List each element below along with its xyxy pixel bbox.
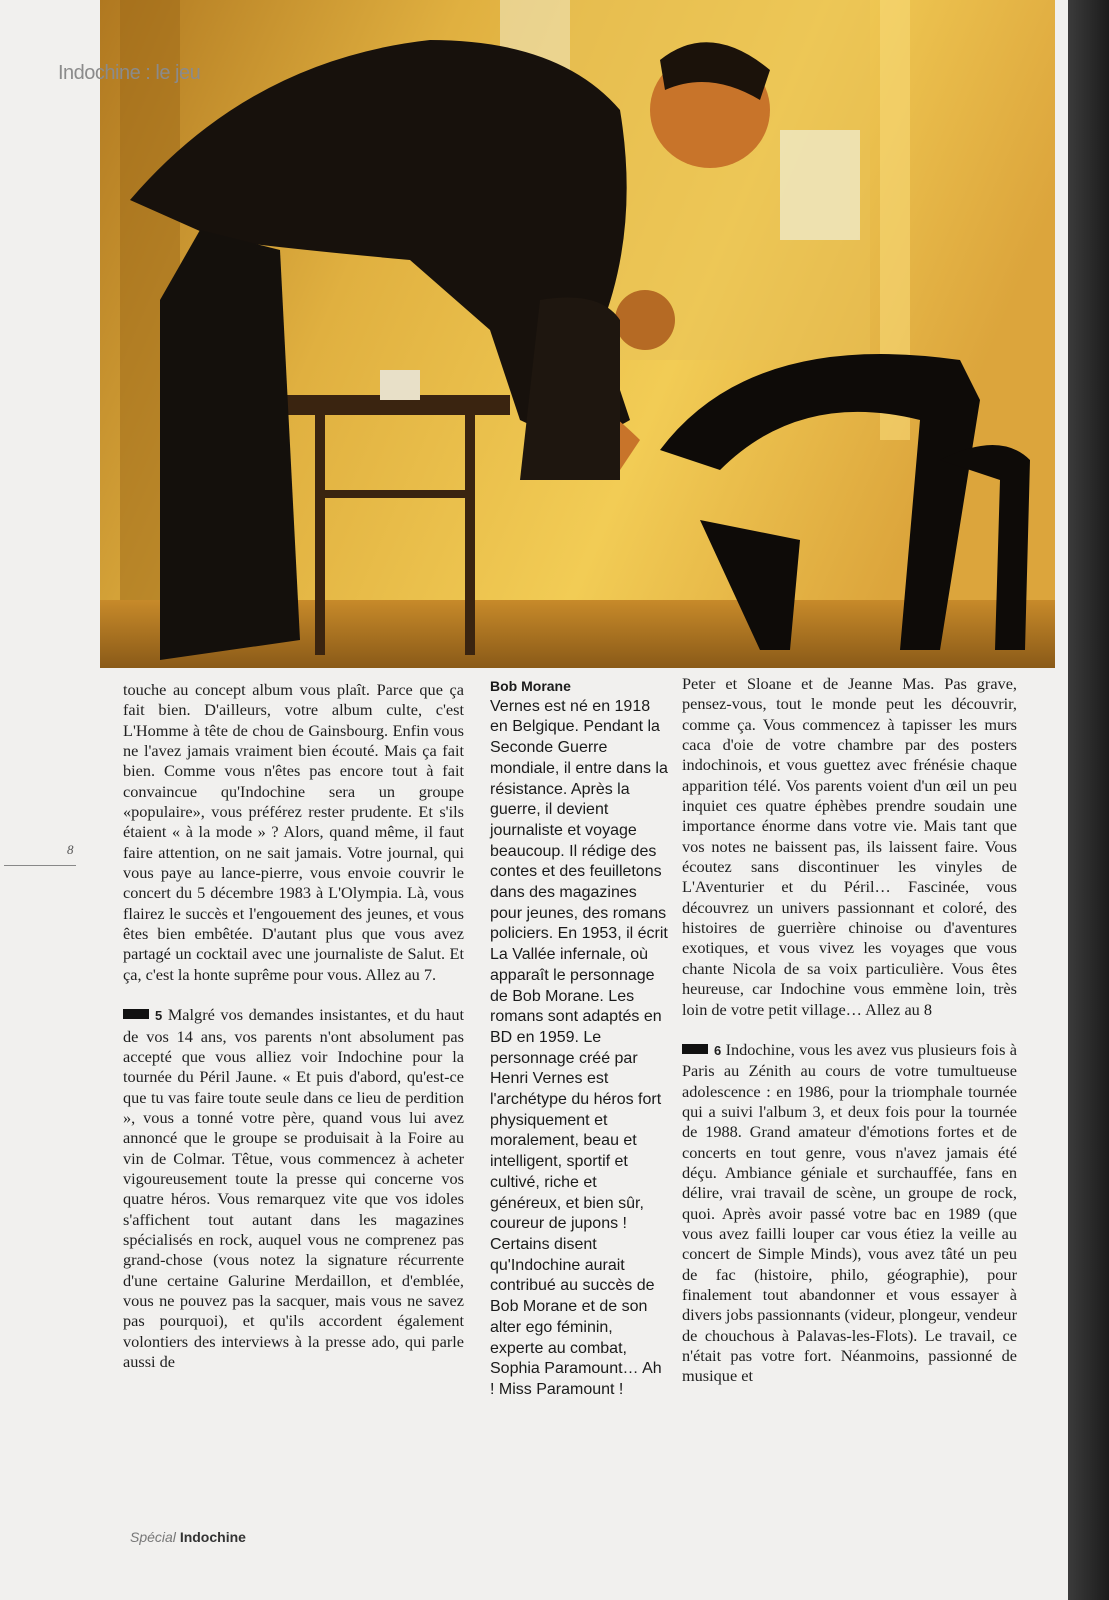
page-number: 8 xyxy=(67,842,74,857)
sidebar-bob-morane xyxy=(490,676,668,1401)
paragraph: Peter et Sloane et de Jeanne Mas. Pas grave, pensez-vous, tout le monde peut les découvrir, comme ça. Vous commencez à tapisser les murs caca d'oie de votre chambre par des posters indochinois, et vous guettez avec frénésie chaque apparition télé. Vos parents voient d'un œil un peu inquiet ces quatre éphèbes prendre soudain une importance énorme dans votre vie. Mais tant que vos notes ne baissent pas, ils laissent faire. Vous écoutez sans discontinuer les vinyles de L'Aventurier et du Péril… Fascinée, vous découvrez un univers passionnant et coloré, des histoires de guerrière chinoise ou d'aventures exotiques, et vous vivez les voyages que vous chante Nicola de sa voix particulière. Vous êtes heureuse, car Indochine vous emmène loin, très loin de votre petit village… Allez au 8 xyxy=(682,674,1017,1019)
sidebar-title: Bob Morane xyxy=(490,678,571,694)
section-number: 6 xyxy=(714,1042,722,1058)
paragraph: touche au concept album vous plaît. Parce que ça fait bien. D'ailleurs, votre album culte, c'est L'Homme à tête de chou de Gainsbourg. Enfin vous ne l'avez jamais vraiment bien écouté. Mais ça fait bien. Comme vous n'êtes pas encore tout à fait convaincue qu'Indochine sera un groupe «populaire», vous préférez rester prudente. Et s'ils étaient « à la mode » ? Alors, quand même, il faut faire attention, on ne sait jamais. Votre journal, qui vous paye au lance-pierre, vous envoie couvrir le concert du 5 décembre 1983 à L'Olympia. Là, vous flairez le succès et l'engouement des jeunes, et vous êtes bien embêtée. D'autant plus que vous avez partagé un cocktail avec une journaliste de Salut. Et ça, c'est la honte suprême pour vous. Allez au 7. xyxy=(123,680,464,984)
page-edge xyxy=(1068,0,1109,1600)
footer-title: Indochine xyxy=(179,1529,246,1545)
column-1 xyxy=(123,680,464,1372)
section-6 xyxy=(682,1040,1017,1387)
section-marker-icon xyxy=(123,1009,149,1019)
footer-prefix: Spécial xyxy=(130,1529,176,1545)
section-number: 5 xyxy=(155,1008,163,1024)
section-text: Indochine, vous les avez vus plusieurs fois à Paris au Zénith au cours de votre tumultueuse adolescence : en 1986, pour la triomphale tournée qui a suivi l'album 3, et deux fois pour la tournée de 1988. Grand amateur d'émotions fortes et de concerts en tout genre, vous n'avez jamais été déçu. Ambiance géniale et surchauffée, fans en délire, vrai travail de scène, un groupe de rock, quoi. Après avoir passé votre bac en 1989 (que vous avez failli louper car vous étiez la veille au concert de Simple Minds), vous avez tâté un peu de fac (histoire, philo, géographie), pour finalement tout abandonner et vous essayer à divers jobs passionnants (videur, plongeur, vendeur de chouchous à Palavas-les-Flots). Le travail, ce n'était pas votre fort. Néanmoins, passionné de musique et xyxy=(682,1039,1017,1386)
section-5 xyxy=(123,1005,464,1372)
footer xyxy=(130,1529,246,1545)
margin-rule xyxy=(4,865,76,866)
backstage-photo xyxy=(100,0,1055,668)
sidebar-text: Vernes est né en 1918 en Belgique. Pendant la Seconde Guerre mondiale, il entre dans la résistance. Après la guerre, il devient journaliste et voyage beaucoup. Il rédige des contes et des feuilletons dans des magazines pour jeunes, des romans policiers. En 1953, il écrit La Vallée infernale, où apparaît le personnage de Bob Morane. Les romans sont adaptés en BD en 1959. Le personnage créé par Henri Vernes est l'archétype du héros fort physiquement et moralement, beau et intelligent, sportif et cultivé, riche et généreux, et bien sûr, coureur de jupons ! Certains disent qu'Indochine aurait contribué au succès de Bob Morane et de son alter ego féminin, experte au combat, Sophia Paramount… Ah ! Miss Paramount ! xyxy=(490,697,668,1398)
section-text: Malgré vos demandes insistantes, et du haut de vos 14 ans, vos parents n'ont absolument pas accepté que vous alliez voir Indochine pour la tournée du Péril Jaune. « Et puis d'abord, qu'est-ce que tu vas faire toute seule dans ce lieu de perdition », vous a tonné votre père, quand vous lui avez annoncé que le groupe se produisait à la Foire au vin de Colmar. Têtue, vous commencez à acheter vigoureusement toute la presse qui concerne vos quatre héros. Vous remarquez vite que vos idoles s'affichent tout autant dans les magazines spécialisés en rock, auquel vous ne comprenez pas grand-chose (vous notez la signature récurrente d'une certaine Galurine Merdaillon, et d'emblée, vous ne pouvez pas la sacquer, mais vous ne savez pas pourquoi), et qu'ils accordent également volontiers des interviews à la presse ado, qui parle aussi de xyxy=(123,1005,465,1371)
running-header: Indochine : le jeu xyxy=(58,62,201,84)
photo-icon xyxy=(100,0,1055,668)
section-marker-icon xyxy=(682,1044,708,1054)
column-3 xyxy=(682,674,1017,1387)
